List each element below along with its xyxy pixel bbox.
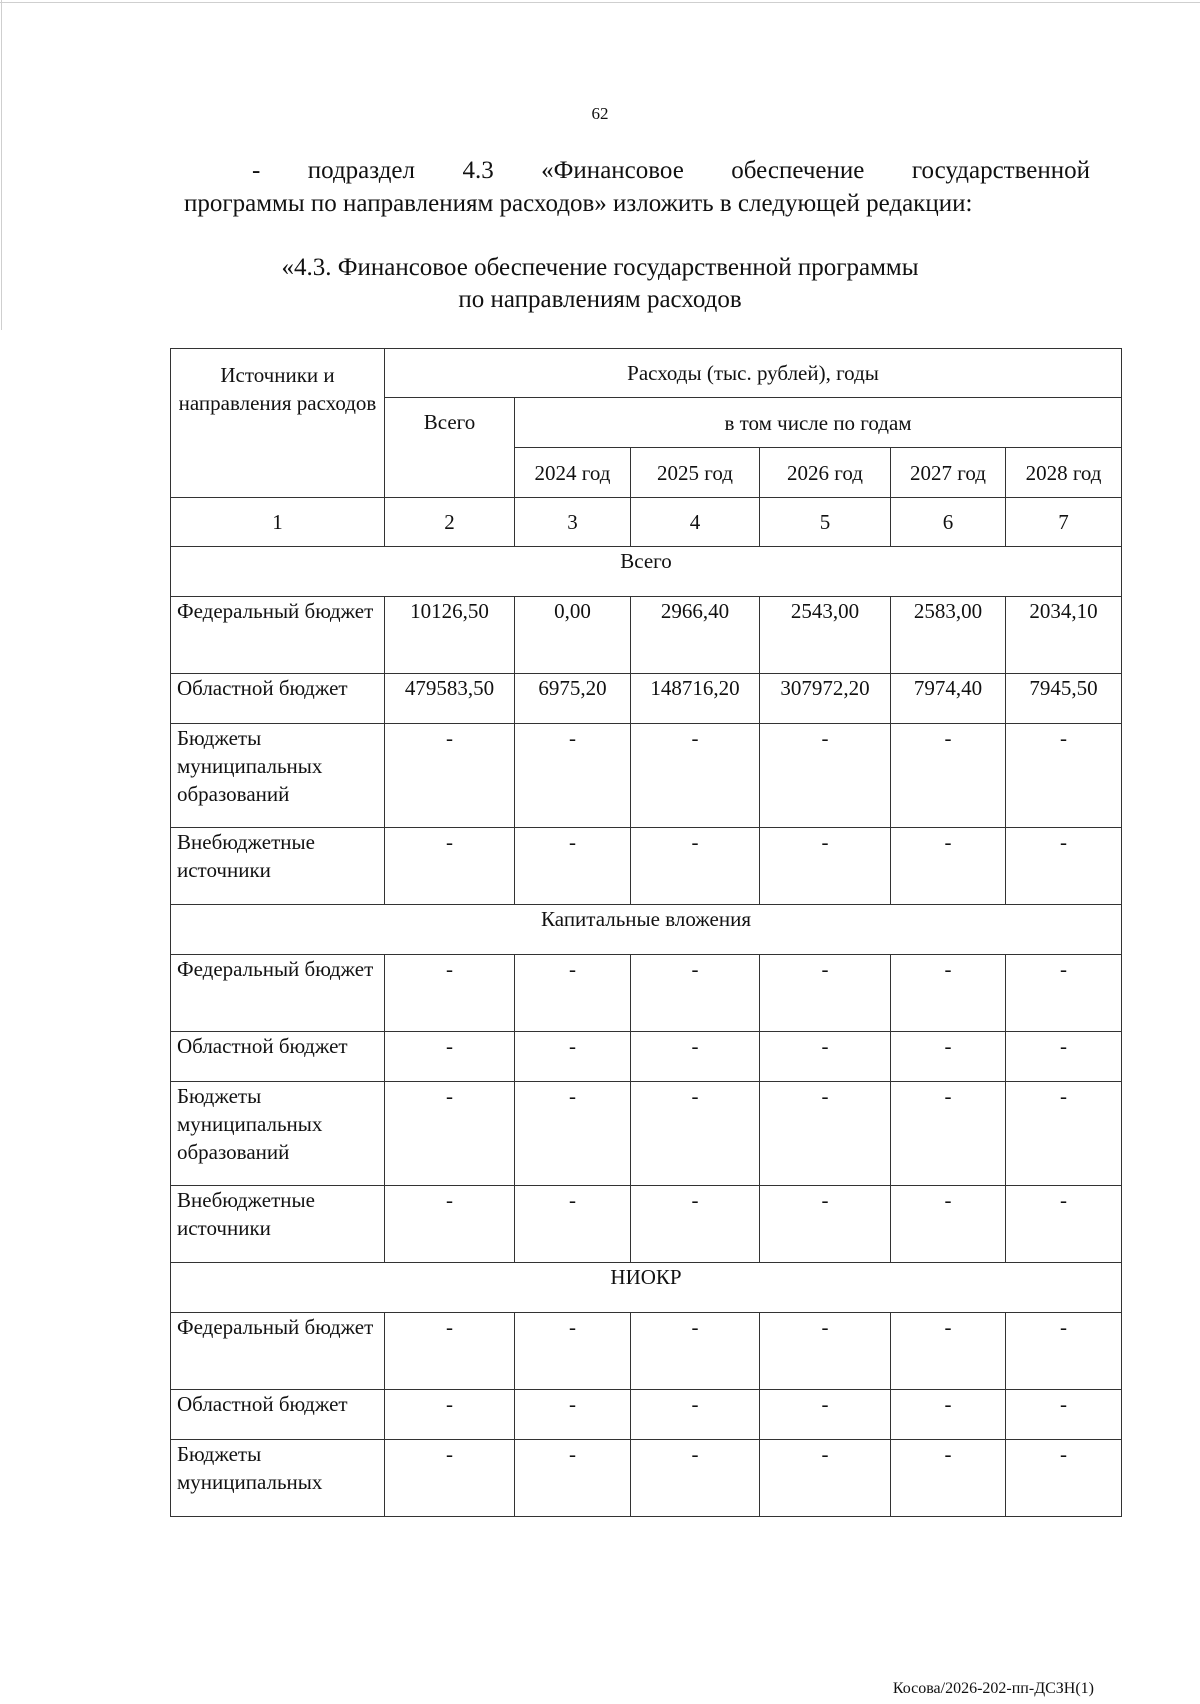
value-cell: - [760,1440,891,1517]
table-row [171,1082,1122,1186]
value-cell: 7945,50 [1006,674,1122,724]
header-year-2024: 2024 год [515,448,631,498]
value-cell: - [891,828,1006,905]
section-title-cell: Капитальные вложения [171,905,1122,955]
value-cell: 0,00 [515,597,631,674]
section-row [171,1263,1122,1313]
value-cell: - [515,1186,631,1263]
value-cell: - [1006,828,1122,905]
source-cell: Федеральный бюджет [171,955,385,1032]
value-cell: - [891,955,1006,1032]
value-cell: - [515,1313,631,1390]
value-cell: - [385,1390,515,1440]
value-cell: - [385,724,515,828]
value-cell: - [631,1313,760,1390]
intro-line-1: - подраздел 4.3 «Финансовое обеспечение государственной [252,157,1090,184]
table-row [171,1440,1122,1517]
column-number: 6 [891,498,1006,547]
value-cell: - [891,1186,1006,1263]
section-row [171,547,1122,597]
value-cell: 307972,20 [760,674,891,724]
value-cell: - [1006,1082,1122,1186]
value-cell: - [515,955,631,1032]
intro-line-2: программы по направлениям расходов» изложить в следующей редакции: [184,190,973,217]
value-cell: - [760,828,891,905]
column-number: 5 [760,498,891,547]
section-title-line-2: по направлениям расходов [458,286,742,313]
table-row [171,1186,1122,1263]
value-cell: 10126,50 [385,597,515,674]
section-row [171,905,1122,955]
value-cell: - [1006,1313,1122,1390]
value-cell: 148716,20 [631,674,760,724]
table-row [171,724,1122,828]
header-year-2028: 2028 год [1006,448,1122,498]
value-cell: - [631,1440,760,1517]
value-cell: - [891,1032,1006,1082]
column-number: 4 [631,498,760,547]
header-total: Всего [385,398,515,498]
column-numbers-row [171,498,1122,547]
value-cell: - [1006,1440,1122,1517]
table-row [171,1390,1122,1440]
value-cell: - [631,1186,760,1263]
value-cell: - [891,1313,1006,1390]
value-cell: 2034,10 [1006,597,1122,674]
budget-table [170,348,1122,1517]
value-cell: - [760,1082,891,1186]
section-title [180,252,1020,316]
value-cell: - [631,828,760,905]
value-cell: - [631,1082,760,1186]
value-cell: 6975,20 [515,674,631,724]
page-number: 62 [591,104,609,123]
header-row-1 [171,349,1122,398]
source-cell: Внебюджетные источники [171,828,385,905]
source-cell: Внебюджетные источники [171,1186,385,1263]
value-cell: - [760,1186,891,1263]
value-cell: - [515,1440,631,1517]
value-cell: - [760,1032,891,1082]
value-cell: - [385,955,515,1032]
section-title-line-1: «4.3. Финансовое обеспечение государственной программы [281,254,919,281]
value-cell: - [891,1082,1006,1186]
value-cell: - [891,1440,1006,1517]
table-row [171,955,1122,1032]
source-cell: Федеральный бюджет [171,597,385,674]
table-row [171,597,1122,674]
value-cell: - [515,828,631,905]
value-cell: 2543,00 [760,597,891,674]
source-cell: Бюджеты муниципальных образований [171,1082,385,1186]
value-cell: - [760,724,891,828]
source-cell: Бюджеты муниципальных [171,1440,385,1517]
value-cell: - [515,1032,631,1082]
source-cell: Федеральный бюджет [171,1313,385,1390]
header-by-years: в том числе по годам [515,398,1122,448]
value-cell: - [760,955,891,1032]
table-row [171,1313,1122,1390]
header-year-2027: 2027 год [891,448,1006,498]
source-cell: Областной бюджет [171,674,385,724]
column-number: 1 [171,498,385,547]
value-cell: - [385,1440,515,1517]
value-cell: 2966,40 [631,597,760,674]
value-cell: 7974,40 [891,674,1006,724]
column-number: 7 [1006,498,1122,547]
footer-code: Косова/2026-202-пп-ДСЗН(1) [892,1680,1094,1697]
value-cell: - [631,955,760,1032]
value-cell: - [760,1390,891,1440]
source-cell: Областной бюджет [171,1390,385,1440]
header-sources: Источники и направления расходов [171,349,385,498]
intro-paragraph [184,154,1090,220]
scan-edge-top [0,2,1200,3]
value-cell: - [385,1032,515,1082]
value-cell: - [1006,1032,1122,1082]
header-expenses: Расходы (тыс. рублей), годы [385,349,1122,398]
table-row [171,828,1122,905]
value-cell: - [631,1390,760,1440]
value-cell: - [1006,1390,1122,1440]
value-cell: - [385,1313,515,1390]
value-cell: - [1006,955,1122,1032]
value-cell: - [891,1390,1006,1440]
value-cell: - [1006,1186,1122,1263]
value-cell: - [891,724,1006,828]
source-cell: Бюджеты муниципальных образований [171,724,385,828]
column-number: 2 [385,498,515,547]
value-cell: - [631,724,760,828]
source-cell: Областной бюджет [171,1032,385,1082]
value-cell: - [515,1390,631,1440]
section-title-cell: НИОКР [171,1263,1122,1313]
header-year-2025: 2025 год [631,448,760,498]
value-cell: - [385,828,515,905]
value-cell: - [1006,724,1122,828]
value-cell: - [760,1313,891,1390]
value-cell: - [631,1032,760,1082]
value-cell: 479583,50 [385,674,515,724]
value-cell: - [385,1082,515,1186]
scan-edge-left [1,0,2,330]
table-row [171,674,1122,724]
value-cell: 2583,00 [891,597,1006,674]
table-row [171,1032,1122,1082]
header-year-2026: 2026 год [760,448,891,498]
value-cell: - [515,724,631,828]
section-title-cell: Всего [171,547,1122,597]
value-cell: - [385,1186,515,1263]
column-number: 3 [515,498,631,547]
value-cell: - [515,1082,631,1186]
